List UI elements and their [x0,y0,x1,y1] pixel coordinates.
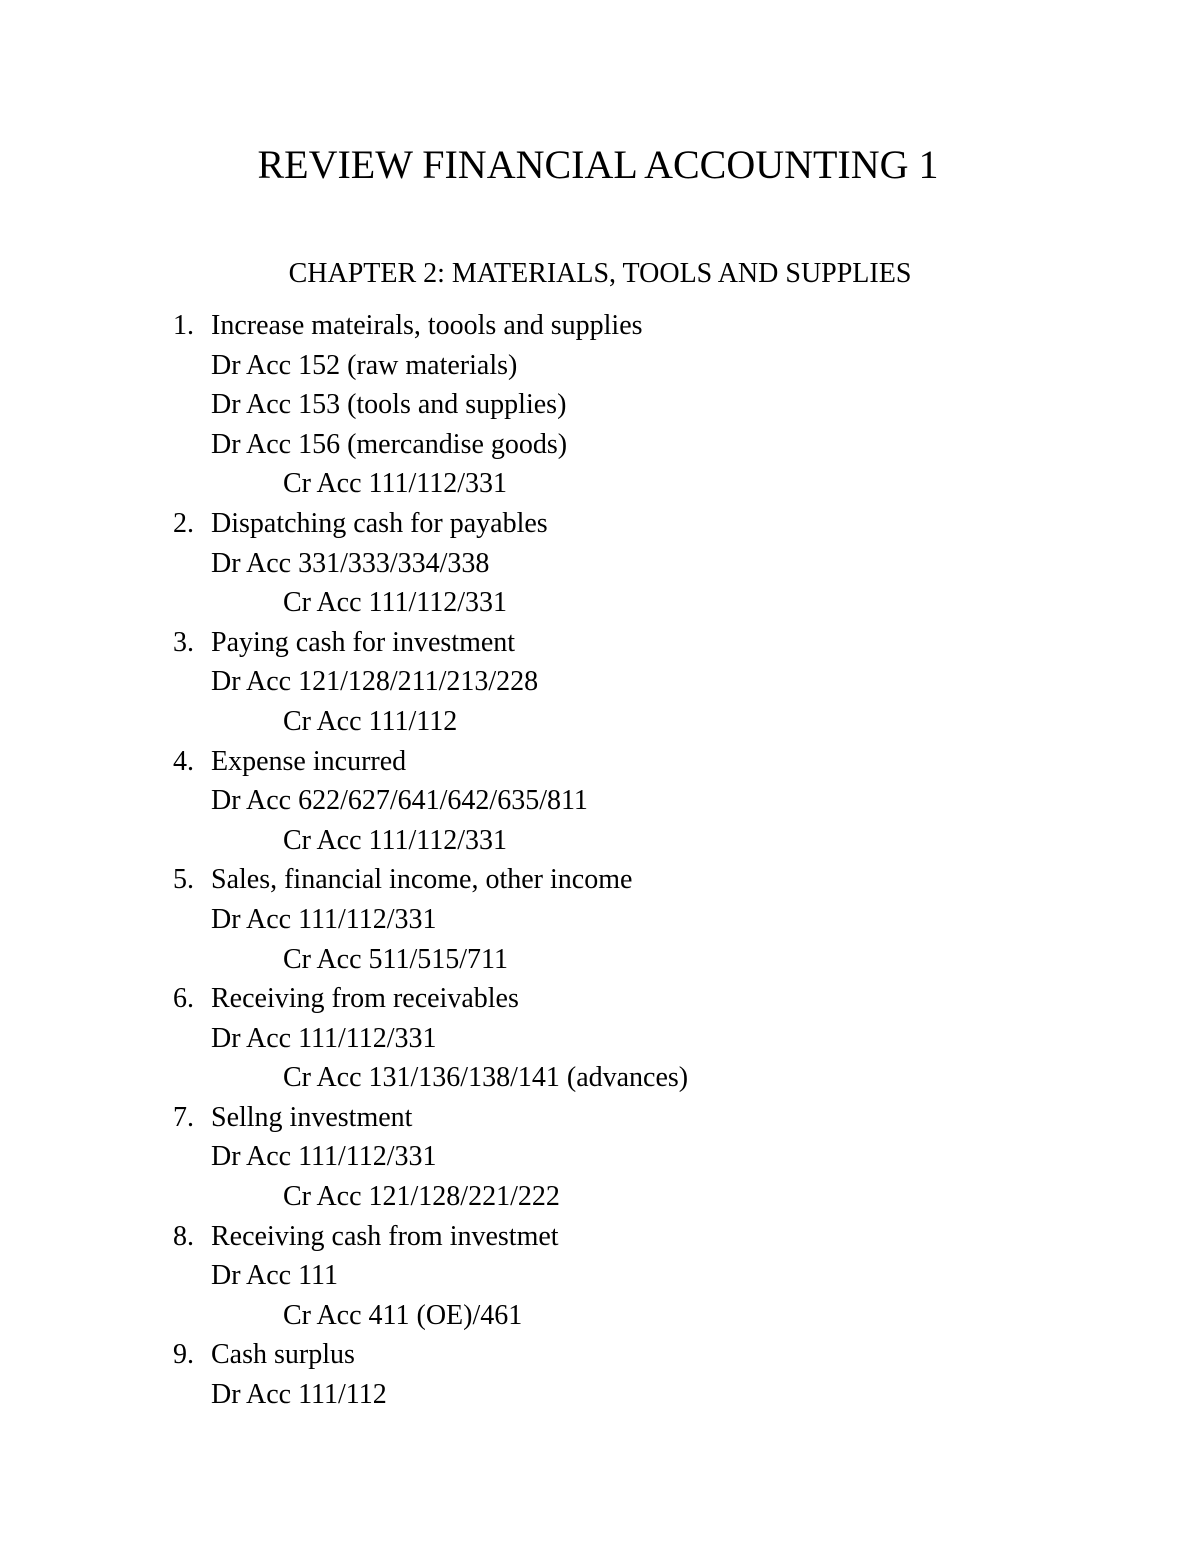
entry-heading: Dispatching cash for payables [211,507,548,539]
debit-line [0,781,1200,821]
credit-line [0,702,1200,742]
debit-account: Dr Acc 622/627/641/642/635/811 [211,785,588,817]
entry-number: 2. [173,507,194,539]
debit-line [0,346,1200,386]
entry-number: 7. [173,1101,194,1133]
entry-number: 9. [173,1339,194,1371]
entry-heading-line [0,860,1200,900]
credit-account: Cr Acc 111/112/331 [283,587,507,619]
debit-account: Dr Acc 156 (mercandise goods) [211,428,568,460]
journal-entry [0,504,1200,623]
credit-account: Cr Acc 121/128/221/222 [283,1181,560,1213]
entry-heading: Increase mateirals, toools and supplies [211,310,643,341]
entry-heading: Receiving cash from investmet [211,1220,559,1252]
debit-account: Dr Acc 331/333/334/338 [211,547,490,579]
credit-account: Cr Acc 111/112/331 [283,468,507,500]
entry-heading-line [0,1335,1200,1375]
entry-number: 1. [173,310,194,341]
debit-line [0,1256,1200,1296]
debit-account: Dr Acc 111/112/331 [211,1022,437,1054]
entry-heading-line [0,1098,1200,1138]
entry-heading-line [0,979,1200,1019]
entry-heading: Expense incurred [211,745,407,777]
credit-line [0,583,1200,623]
debit-line [0,900,1200,940]
credit-line [0,821,1200,861]
credit-line [0,1058,1200,1098]
entry-heading-line [0,623,1200,663]
credit-account: Cr Acc 511/515/711 [283,943,509,975]
entry-number: 4. [173,745,194,777]
document-title: REVIEW FINANCIAL ACCOUNTING 1 [257,142,939,187]
journal-entry [0,860,1200,979]
journal-entry [0,742,1200,861]
credit-line [0,940,1200,980]
journal-entry [0,623,1200,742]
debit-line [0,1137,1200,1177]
credit-account: Cr Acc 111/112/331 [283,824,507,856]
debit-line [0,1375,1200,1415]
entry-number: 5. [173,864,194,896]
debit-line [0,662,1200,702]
journal-entry [0,1335,1200,1414]
credit-account: Cr Acc 131/136/138/141 (advances) [283,1062,689,1094]
debit-account: Dr Acc 152 (raw materials) [211,349,518,381]
entry-heading-line [0,742,1200,782]
entry-heading: Paying cash for investment [211,626,516,658]
debit-account: Dr Acc 111/112 [211,1379,387,1411]
debit-account: Dr Acc 111/112/331 [211,1141,437,1173]
credit-line [0,1296,1200,1336]
journal-entry [0,1098,1200,1217]
debit-account: Dr Acc 111/112/331 [211,903,437,935]
debit-line [0,1019,1200,1059]
chapter-title: CHAPTER 2: MATERIALS, TOOLS AND SUPPLIES [288,258,912,289]
credit-account: Cr Acc 411 (OE)/461 [283,1299,523,1331]
journal-entry [0,1217,1200,1336]
entry-heading: Receiving from receivables [211,983,519,1015]
entry-heading-line [0,1217,1200,1257]
debit-line [0,425,1200,465]
debit-account: Dr Acc 153 (tools and supplies) [211,389,567,421]
entry-number: 8. [173,1220,194,1252]
entry-number: 3. [173,626,194,658]
debit-line [0,544,1200,584]
debit-line [0,385,1200,425]
credit-line [0,464,1200,504]
entry-number: 6. [173,983,194,1015]
journal-entry [0,979,1200,1098]
entry-heading-line [0,504,1200,544]
credit-account: Cr Acc 111/112 [283,705,458,737]
debit-account: Dr Acc 111 [211,1260,338,1292]
entry-heading: Cash surplus [211,1339,355,1371]
credit-line [0,1177,1200,1217]
journal-entry [0,306,1200,504]
entry-heading: Sellng investment [211,1101,413,1133]
entry-heading: Sales, financial income, other income [211,864,633,896]
entry-heading-line [0,306,1200,346]
journal-entry-list [0,306,1200,1415]
debit-account: Dr Acc 121/128/211/213/228 [211,666,539,698]
